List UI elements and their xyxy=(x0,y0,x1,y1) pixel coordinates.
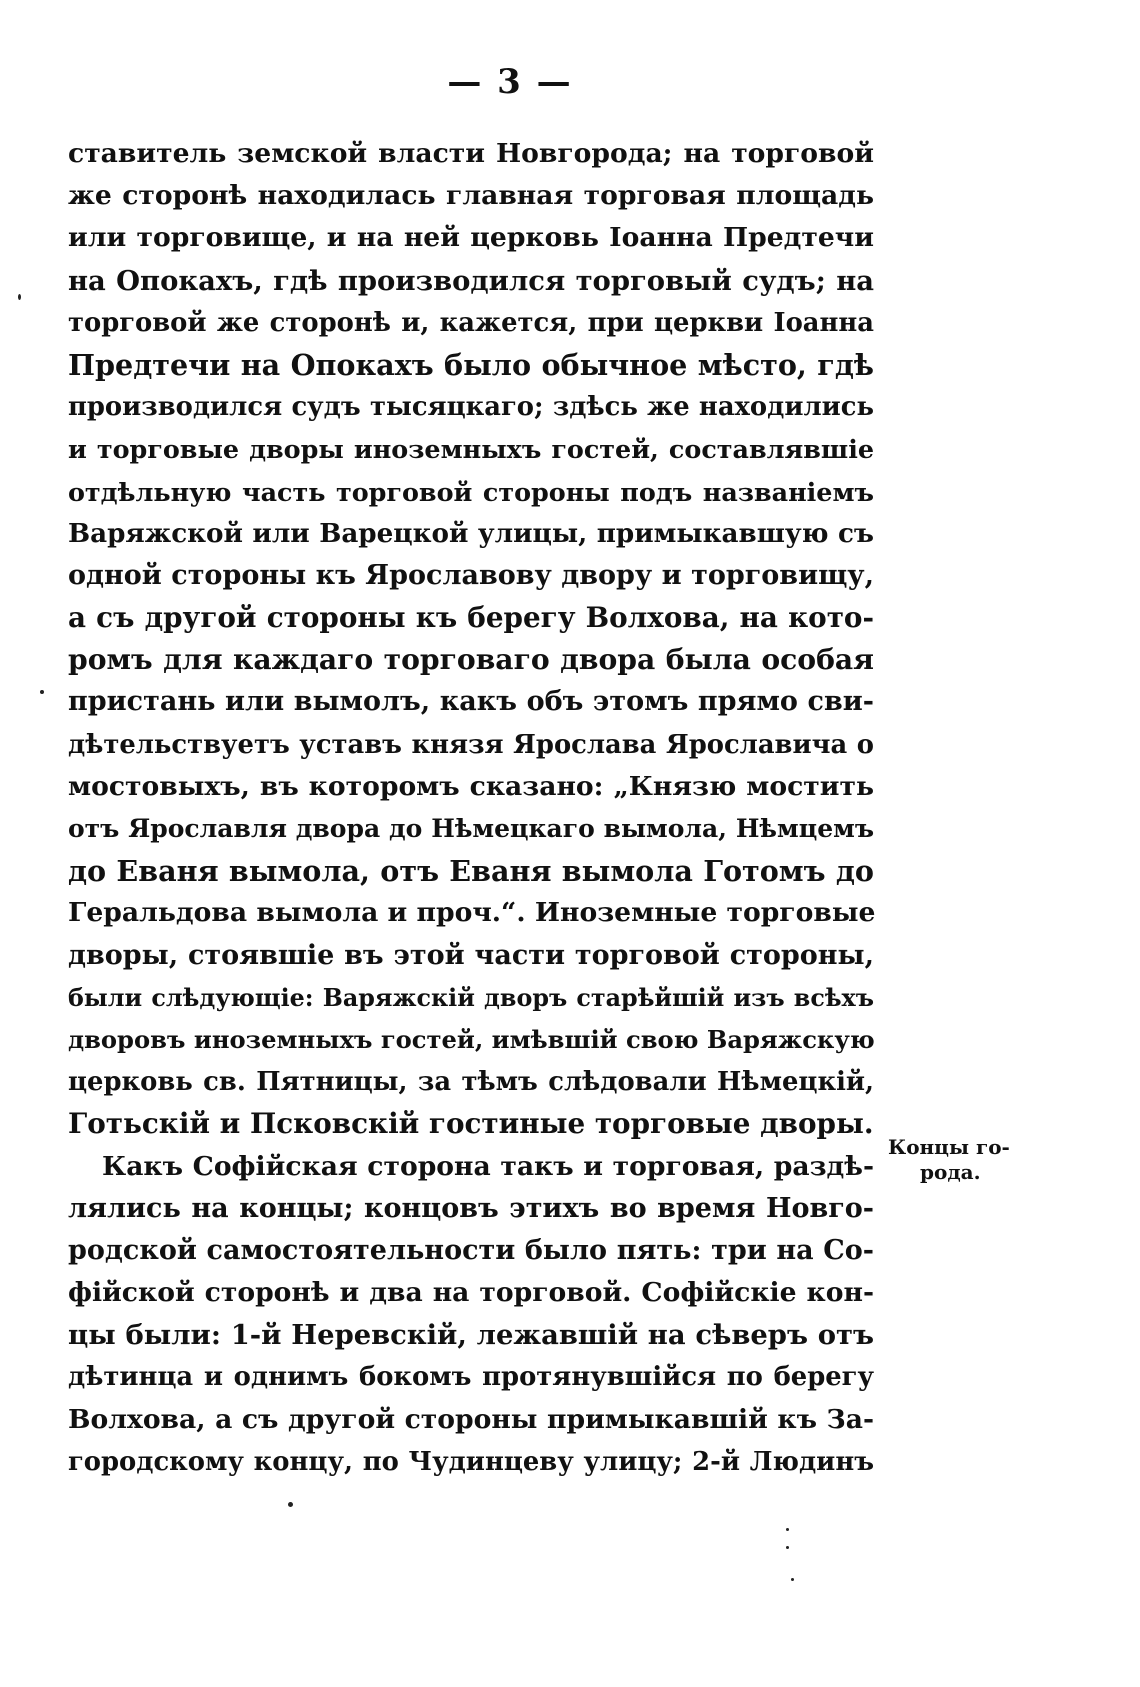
text-line: до Еваня вымола, отъ Еваня вымола Готомъ до xyxy=(68,854,874,889)
text-line: Варяжской или Варецкой улицы, примыкавшую съ xyxy=(68,517,874,549)
main-text xyxy=(68,133,874,1483)
text-line: Геральдова вымола и проч.“. Иноземные торговые xyxy=(68,897,876,929)
text-line: ромъ для каждаго торговаго двора была особая xyxy=(68,643,874,677)
text-line: Волхова, а съ другой стороны примыкавшій къ За- xyxy=(68,1403,874,1435)
text-line: торговой же сторонѣ и, кажется, при церкви Іоанна xyxy=(68,307,874,338)
print-speck xyxy=(791,1578,794,1581)
text-line: одной стороны къ Ярославову двору и торговищу, xyxy=(68,559,874,591)
print-speck xyxy=(40,690,44,694)
text-line: Предтечи на Опокахъ было обычное мѣсто, гдѣ xyxy=(68,347,874,382)
text-line: дворы, стоявшіе въ этой части торговой стороны, xyxy=(68,939,874,971)
text-line: пристань или вымолъ, какъ объ этомъ прямо сви- xyxy=(68,686,874,718)
text-line: или торговище, и на ней церковь Іоанна Предтечи xyxy=(68,222,874,254)
text-line: Готьскій и Псковскій гостиные торговые дворы. xyxy=(68,1107,874,1141)
text-line: и торговые дворы иноземныхъ гостей, составлявшіе xyxy=(68,434,874,465)
page-number: — 3 — xyxy=(447,62,573,102)
margin-note-line: Концы го- xyxy=(888,1135,1010,1159)
text-line: церковь св. Пятницы, за тѣмъ слѣдовали Нѣмецкій, xyxy=(68,1067,874,1098)
margin-note xyxy=(888,1135,1010,1185)
print-speck xyxy=(786,1546,789,1549)
print-speck xyxy=(786,1528,789,1531)
text-line: же сторонѣ находилась главная торговая площадь xyxy=(68,180,874,212)
text-line: лялись на концы; концовъ этихъ во время Новго- xyxy=(68,1192,874,1224)
text-line: цы были: 1-й Неревскій, лежавшій на сѣверъ отъ xyxy=(68,1319,874,1352)
text-line: отъ Ярославля двора до Нѣмецкаго вымола, Нѣмцемъ xyxy=(68,814,874,843)
text-line: ставитель земской власти Новгорода; на торговой xyxy=(68,138,874,169)
text-line: отдѣльную часть торговой стороны подъ названіемъ xyxy=(68,476,874,507)
text-line: производился судъ тысяцкаго; здѣсь же находились xyxy=(68,392,874,423)
text-line: родской самостоятельности было пять: три на Со- xyxy=(68,1234,874,1266)
text-line: дѣтельствуетъ уставъ князя Ярослава Ярославича о xyxy=(68,729,874,760)
text-line: мостовыхъ, въ которомъ сказано: „Князю мостить xyxy=(68,770,874,802)
print-speck xyxy=(18,294,21,300)
text-line: фійской сторонѣ и два на торговой. Софійскіе кон- xyxy=(68,1277,874,1309)
text-line: на Опокахъ, гдѣ производился торговый судъ; на xyxy=(68,264,874,297)
text-line: Какъ Софійская сторона такъ и торговая, раздѣ- xyxy=(102,1150,874,1182)
margin-note-line: рода. xyxy=(920,1160,981,1184)
text-line: а съ другой стороны къ берегу Волхова, на кото- xyxy=(68,601,874,635)
text-line: были слѣдующіе: Варяжскій дворъ старѣйшій изъ всѣхъ xyxy=(68,983,874,1012)
print-speck xyxy=(288,1502,293,1507)
text-line: дворовъ иноземныхъ гостей, имѣвшій свою Варяжскую xyxy=(68,1024,875,1054)
text-line: дѣтинца и однимъ бокомъ протянувшійся по берегу xyxy=(68,1362,874,1393)
text-line: городскому концу, по Чудинцеву улицу; 2-й Людинъ xyxy=(68,1446,874,1477)
